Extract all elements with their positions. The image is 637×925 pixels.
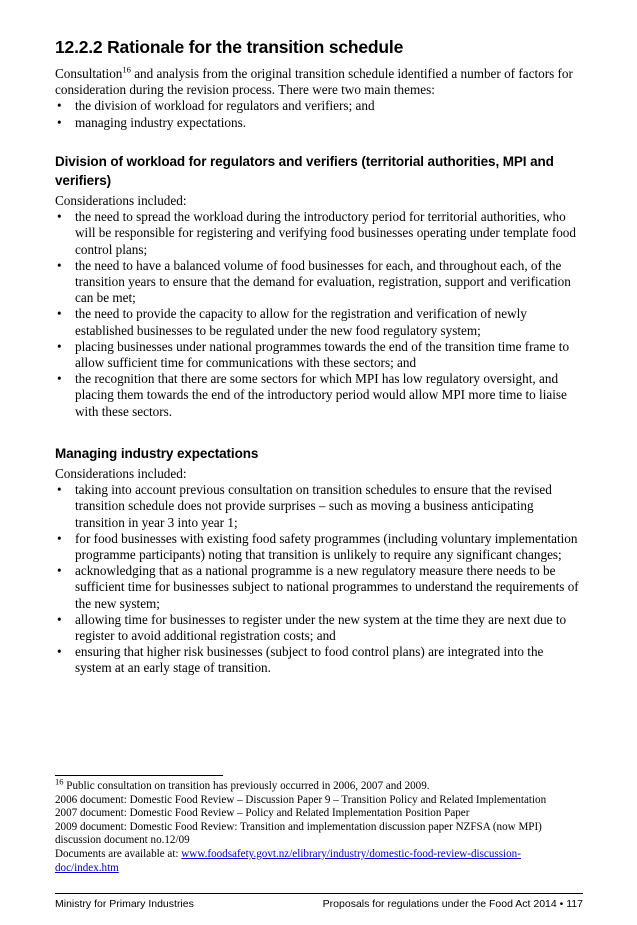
- section-heading: 12.2.2 Rationale for the transition schedule: [55, 37, 404, 57]
- workload-heading: Division of workload for regulators and verifiers (territorial authorities, MPI and verifiers): [55, 154, 554, 188]
- list-item: • acknowledging that as a national programme is a new regulatory measure there needs to be sufficient time for businesses subject to national programmes to understand the requirements of the new system;: [55, 563, 583, 612]
- list-item: • the division of workload for regulators and verifiers; and: [55, 98, 583, 114]
- list-item: • for food businesses with existing food safety programmes (including voluntary implementation programme participants) noting that transition is unlikely to require any significant changes;: [55, 531, 583, 563]
- workload-lead: Considerations included:: [55, 193, 187, 208]
- footer-page-info: Proposals for regulations under the Food Act 2014 • 117: [322, 898, 583, 910]
- list-item: • the recognition that there are some sectors for which MPI has low regulatory oversight, and placing them towards the end of the introductory period would allow MPI more time to liaise with these sectors.: [55, 371, 583, 420]
- intro-paragraph: [55, 66, 583, 98]
- footnote-number: 16: [55, 776, 64, 787]
- list-item: • allowing time for businesses to register under the new system at the time they are next due to register to avoid additional registration costs; and: [55, 612, 583, 644]
- documents-link[interactable]: www.foodsafety.govt.nz/elibrary/industry/domestic-food-review-discussion-doc/index.htm: [55, 847, 521, 874]
- list-item: • the need to provide the capacity to allow for the registration and verification of newly established businesses to be regulated under the new food regulatory system;: [55, 306, 583, 338]
- footnote-docs: [55, 848, 583, 875]
- list-item: • managing industry expectations.: [55, 115, 583, 131]
- footnote-line: 2009 document: Domestic Food Review: Transition and implementation discussion paper NZFSA (now MPI) discussion document no.12/09: [55, 820, 542, 847]
- footnote-first-line: [55, 776, 583, 794]
- intro-text-rest: and analysis from the original transition schedule identified a number of factors for consideration during the revision process. There were two main themes:: [55, 66, 573, 98]
- footnote-reference[interactable]: 16: [122, 64, 131, 75]
- footer-divider: [55, 893, 583, 894]
- footnote-line: 2006 document: Domestic Food Review – Discussion Paper 9 – Transition Policy and Related Implementation: [55, 793, 547, 806]
- footnote-docs-prefix: Documents are available at:: [55, 847, 182, 860]
- footnote: [55, 776, 583, 875]
- intro-section: [55, 66, 583, 131]
- industry-section: [55, 444, 583, 677]
- list-item: • the need to spread the workload during the introductory period for territorial authorities, who will be responsible for registering and verifying food businesses operating under template food control plans;: [55, 209, 583, 258]
- footer-organisation: Ministry for Primary Industries: [55, 898, 194, 910]
- list-item: • the need to have a balanced volume of food businesses for each, and throughout each, of the transition years to ensure that the demand for evaluation, registration, support and verification can be met;: [55, 258, 583, 307]
- list-item: • placing businesses under national programmes towards the end of the transition time frame to allow sufficient time for communications with these sectors; and: [55, 339, 583, 371]
- list-item: • ensuring that higher risk businesses (subject to food control plans) are integrated into the system at an early stage of transition.: [55, 644, 583, 676]
- footnote-divider: [55, 775, 223, 776]
- intro-text-start: Consultation: [55, 66, 123, 81]
- workload-list: [55, 209, 583, 420]
- workload-section: [55, 152, 583, 420]
- list-item: • taking into account previous consultation on transition schedules to ensure that the revised transition schedule does not provide surprises – such as moving a business anticipating transition in year 3 into year 1;: [55, 482, 583, 531]
- themes-list: [55, 98, 583, 130]
- footnote-line: 2007 document: Domestic Food Review – Policy and Related Implementation Position Paper: [55, 807, 470, 820]
- industry-lead: Considerations included:: [55, 466, 187, 481]
- footnote-text: Public consultation on transition has previously occurred in 2006, 2007 and 2009.: [63, 780, 430, 792]
- industry-list: [55, 482, 583, 676]
- industry-heading: Managing industry expectations: [55, 446, 259, 461]
